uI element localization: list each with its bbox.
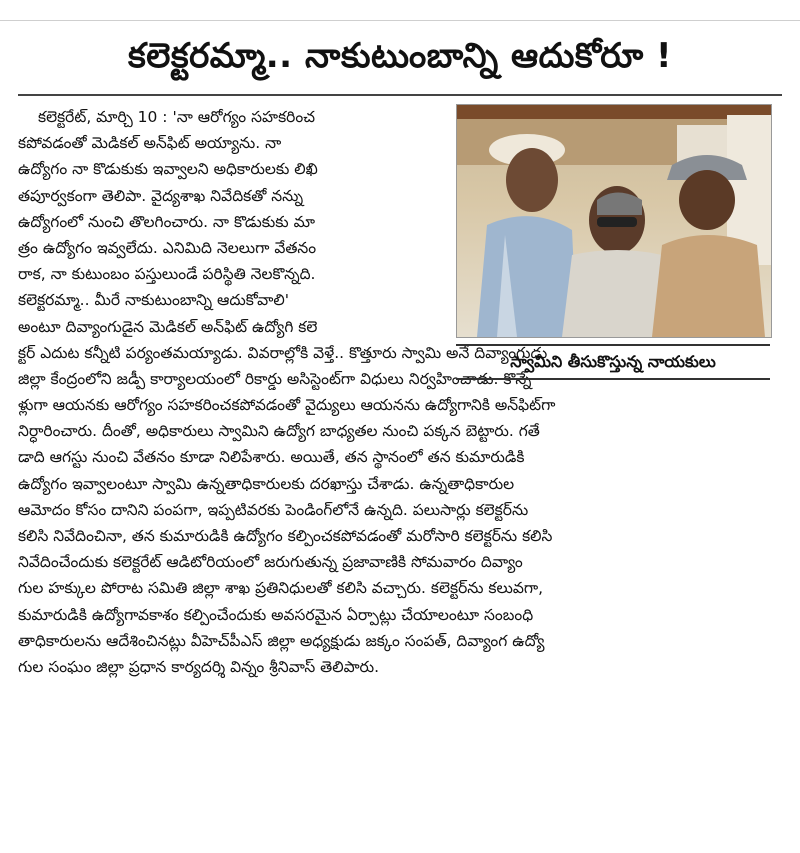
body-line: ఉద్యోగంలో నుంచి తొలగించారు. నా కొడుకుకు మా [18, 212, 315, 231]
paragraph-bottom [18, 340, 782, 680]
body-line: నివేదించేందుకు కలెక్టరేట్ ఆడిటోరియంలో జరుగుతున్న ప్రజావాణికి సోమవారం దివ్యాం [18, 553, 523, 572]
body-line: గుల సంఘం జిల్లా ప్రధాన కార్యదర్శి విన్నం శ్రీనివాస్ తెలిపారు. [18, 657, 380, 676]
body-line: తపూర్వకంగా తెలిపా. వైద్యశాఖ నివేదికతో నన్ను [18, 186, 304, 205]
body-line: కలెక్టరేట్, మార్చి 10 : 'నా ఆరోగ్యం సహకరించ [38, 108, 315, 126]
body-line: అంటూ దివ్యాంగుడైన మెడికల్ అన్‌ఫిట్ ఉద్యోగి కలె [18, 317, 318, 336]
body-line: ఉద్యోగం ఇవ్వాలంటూ స్వామి ఉన్నతాధికారులకు దరఖాస్తు చేశాడు. ఉన్నతాధికారుల [18, 474, 515, 493]
headline-rule [18, 94, 782, 96]
body-line: జిల్లా కేంద్రంలోని జడ్పీ కార్యాలయంలో రికార్డు అసిస్టెంట్‌గా విధులు నిర్వహించాడు. కొన్నే [18, 369, 532, 388]
body-line: గుల హక్కుల పోరాట సమితి జిల్లా శాఖ ప్రతినిధులతో కలిసి వచ్చారు. కలెక్టర్‌ను కలువగా, [18, 579, 544, 598]
body-line: రాక, నా కుటుంబం పస్తులుండే పరిస్థితి నెలకొన్నది. [18, 265, 316, 284]
headline: కలెక్టరమ్మా.. నాకుటుంబాన్ని ఆదుకోరూ ! [127, 36, 672, 76]
photo-caption: స్వామిని తీసుకొస్తున్న నాయకులు [456, 344, 770, 380]
article-body [18, 104, 782, 844]
body-line: త్రం ఉద్యోగం ఇవ్వలేదు. ఎనిమిది నెలలుగా వేతనం [18, 238, 317, 257]
body-line: ఆమోదం కోసం దానిని పంపగా, ఇప్పటివరకు పెండింగ్‌లోనే ఉన్నది. పలుసార్లు కలెక్టర్‌ను [18, 500, 529, 519]
page-top-border [0, 0, 800, 21]
body-line: కలెక్టరమ్మా.. మీరే నాకుటుంబాన్ని ఆదుకోవాలి' [18, 291, 289, 310]
body-line: నిర్ధారించారు. దీంతో, అధికారులు స్వామిని ఉద్యోగ బాధ్యతల నుంచి పక్కన బెట్టారు. గతే [18, 422, 540, 441]
photo-block [456, 104, 770, 384]
body-line: ఉద్యోగం నా కొడుకుకు ఇవ్వాలని అధికారులకు లిఖి [18, 160, 318, 179]
body-line: తాధికారులను ఆదేశించినట్లు వీహెచ్‌పీఎస్ జిల్లా అధ్యక్షుడు జక్కం సంపత్, దివ్యాంగ ఉద్యో [18, 631, 545, 650]
body-line: ళ్లుగా ఆయనకు ఆరోగ్యం సహకరించకపోవడంతో వైద్యులు ఆయనను ఉద్యోగానికి అన్‌ఫిట్‌గా [18, 396, 556, 415]
body-line: కుమారుడికి ఉద్యోగావకాశం కల్పించేందుకు అవసరమైన ఏర్పాట్లు చేయాలంటూ సంబంధి [18, 605, 534, 624]
news-photo [456, 104, 772, 338]
body-line: కలిసి నివేదించినా, తన కుమారుడికి ఉద్యోగం కల్పించకపోవడంతో మరోసారి కలెక్టర్‌ను కలిసి [18, 527, 553, 545]
photo-illustration [457, 105, 771, 337]
body-line: క్టర్ ఎదుట కన్నీటి పర్యంతమయ్యాడు. వివరాల్లోకి వెళ్తే.. కొత్తూరు స్వామి అనే దివ్యాంగుడు [18, 343, 548, 362]
body-line: కపోవడంతో మెడికల్ అన్‌ఫిట్ అయ్యాను. నా [18, 134, 282, 153]
body-line: డాది ఆగస్టు నుంచి వేతనం కూడా నిలిపేశారు. అయితే, తన స్థానంలో తన కుమారుడికి [18, 448, 525, 467]
